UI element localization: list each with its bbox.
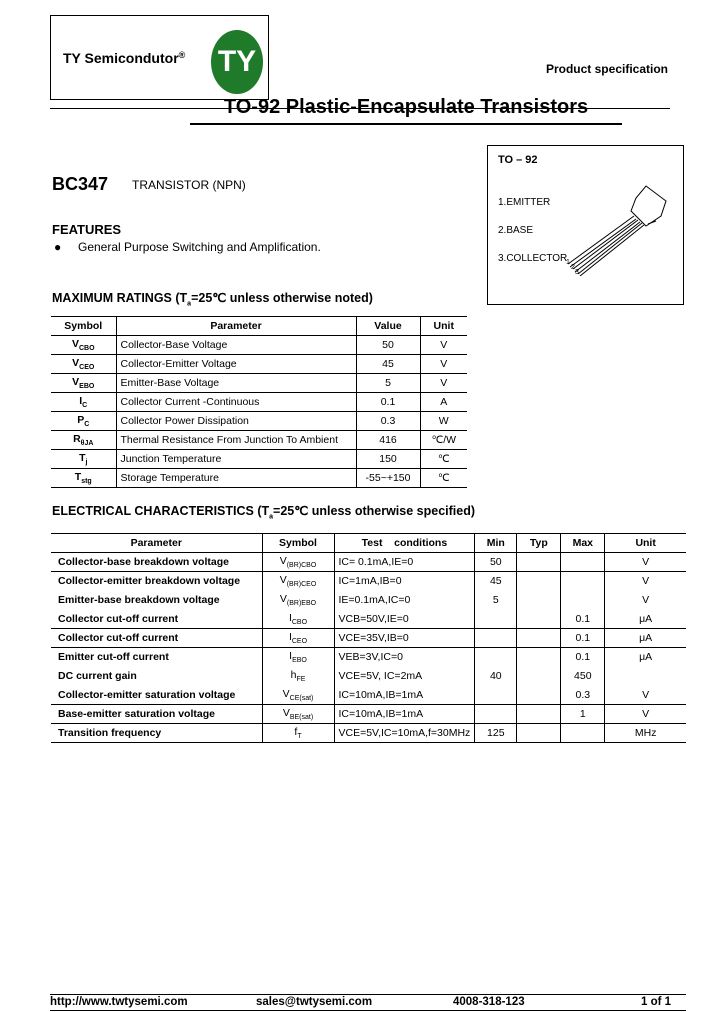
company-logo-box [50, 15, 269, 100]
max-cell: 0.1 [561, 629, 605, 648]
table-row [51, 610, 686, 629]
parameter-cell: Emitter-Base Voltage [116, 374, 356, 393]
parameter-cell: Emitter cut-off current [51, 648, 262, 667]
table-row [51, 724, 686, 743]
value-cell: 50 [356, 336, 420, 355]
pin-num-1: 1 [566, 259, 570, 266]
bullet-icon: ● [54, 240, 62, 254]
max-cell [561, 553, 605, 572]
unit-cell: ℃ [420, 450, 467, 469]
value-cell: 0.3 [356, 412, 420, 431]
typ-cell [517, 686, 561, 705]
unit-cell: V [642, 594, 650, 606]
symbol-cell: $R_{\theta JA}$ [51, 431, 116, 450]
unit-cell: μA [605, 629, 686, 648]
typ-cell [517, 553, 561, 572]
parameter-cell: Collector Current -Continuous [116, 393, 356, 412]
test-condition-cell: VCE=35V,IB=0 [334, 629, 475, 648]
typ-cell [517, 572, 561, 591]
electrical-heading: ELECTRICAL CHARACTERISTICS ($T_a=25℃$ unless otherwise specified) [52, 504, 476, 521]
min-cell: 45 [475, 572, 517, 591]
value-cell: 416 [356, 431, 420, 450]
max-cell [561, 572, 605, 591]
table-row [51, 374, 467, 393]
parameter-cell: Thermal Resistance From Junction To Ambient [116, 431, 356, 450]
col-symbol: Symbol [262, 534, 334, 553]
value-cell: -55~+150 [356, 469, 420, 488]
parameter-cell: Collector cut-off current [51, 629, 262, 648]
table-row [51, 686, 686, 705]
test-condition-cell: VCE=5V, IC=2mA [334, 667, 475, 686]
test-condition-cell: IC=10mA,IB=1mA [334, 686, 475, 705]
symbol-cell: $V_{(BR)CEO}$ [262, 572, 334, 591]
footer-url-link[interactable]: http://www.twtysemi.com [50, 996, 188, 1008]
parameter-cell: Collector-base breakdown voltage [51, 553, 262, 572]
footer-divider [50, 994, 686, 995]
min-cell [475, 686, 517, 705]
value-cell: 45 [356, 355, 420, 374]
symbol-cell: $T_j$ [51, 450, 116, 469]
test-condition-cell: IC= 0.1mA,IE=0 [334, 553, 475, 572]
symbol-cell: $P_C$ [51, 412, 116, 431]
test-condition-cell: VEB=3V,IC=0 [334, 648, 475, 667]
table-row [51, 553, 686, 572]
parameter-cell: Collector-Emitter Voltage [116, 355, 356, 374]
typ-cell [517, 610, 561, 629]
col-parameter: Parameter [116, 317, 356, 336]
value-cell: 150 [356, 450, 420, 469]
max-cell: 450 [561, 667, 605, 686]
unit-cell: MHz [605, 724, 686, 743]
footer-email-link[interactable]: sales@twtysemi.com [256, 996, 373, 1008]
symbol-cell: $f_T$ [262, 724, 334, 743]
footer-phone: 4008-318-123 [453, 996, 525, 1008]
parameter-cell: Emitter-base breakdown voltage [51, 591, 262, 610]
value-cell: 5 [356, 374, 420, 393]
test-condition-cell: IC=10mA,IB=1mA [334, 705, 475, 724]
test-condition-cell: VCB=50V,IE=0 [334, 610, 475, 629]
features-heading: FEATURES [52, 222, 122, 237]
unit-cell: V [420, 374, 467, 393]
table-row [51, 450, 467, 469]
pin-3-label: 3.COLLECTOR [498, 253, 568, 264]
typ-cell [517, 724, 561, 743]
parameter-cell: Junction Temperature [116, 450, 356, 469]
table-row [51, 572, 686, 591]
min-cell [475, 610, 517, 629]
test-condition-cell: IE=0.1mA,IC=0 [334, 591, 475, 610]
typ-cell [517, 648, 561, 667]
symbol-cell: $V_{EBO}$ [51, 374, 116, 393]
unit-cell: A [420, 393, 467, 412]
symbol-cell: $V_{BE(sat)}$ [262, 705, 334, 724]
min-cell: 40 [475, 667, 517, 686]
symbol-cell: $V_{CE(sat)}$ [262, 686, 334, 705]
col-test-conditions: Test conditions [334, 534, 475, 553]
parameter-cell: Collector cut-off current [51, 610, 262, 629]
max-cell: 0.3 [561, 686, 605, 705]
unit-cell: V [605, 572, 686, 591]
unit-cell: W [420, 412, 467, 431]
unit-cell: V [642, 556, 650, 568]
col-value: Value [356, 317, 420, 336]
unit-cell: V [420, 336, 467, 355]
col-unit: Unit [605, 534, 686, 553]
parameter-cell: Collector Power Dissipation [116, 412, 356, 431]
value-cell: 0.1 [356, 393, 420, 412]
table-row [51, 629, 686, 648]
typ-cell [517, 591, 561, 610]
min-cell [475, 648, 517, 667]
footer-page-number: 1 of 1 [641, 996, 672, 1008]
parameter-cell: Storage Temperature [116, 469, 356, 488]
parameter-cell: Collector-emitter breakdown voltage [51, 572, 262, 591]
typ-cell [517, 705, 561, 724]
symbol-cell: $I_{CBO}$ [262, 610, 334, 629]
max-cell: 0.1 [561, 610, 605, 629]
col-max: Max [561, 534, 605, 553]
table-row [51, 648, 686, 667]
symbol-cell: $I_{CEO}$ [262, 629, 334, 648]
product-specification-label: Product specification [545, 62, 668, 76]
unit-cell: V [420, 355, 467, 374]
symbol-cell: $I_C$ [51, 393, 116, 412]
table-row [51, 705, 686, 724]
min-cell: 5 [475, 591, 517, 610]
max-ratings-table [51, 316, 467, 488]
col-parameter: Parameter [51, 534, 262, 553]
electrical-table [51, 533, 686, 743]
part-type: TRANSISTOR (NPN) [132, 178, 246, 192]
parameter-cell: Collector-Base Voltage [116, 336, 356, 355]
table-row [51, 412, 467, 431]
parameter-cell: DC current gain [51, 667, 262, 686]
feature-item: General Purpose Switching and Amplification. [78, 240, 321, 254]
pin-num-2: 2 [571, 264, 575, 271]
table-row [51, 469, 467, 488]
table-row [51, 393, 467, 412]
company-name: TY Semicondutor® [63, 50, 186, 66]
col-min: Min [475, 534, 517, 553]
to92-package-icon [566, 176, 676, 276]
ty-logo-icon: TY [211, 30, 263, 94]
max-cell: 0.1 [561, 648, 605, 667]
table-row [51, 336, 467, 355]
pin-1-label: 1.EMITTER [498, 197, 551, 208]
unit-cell [605, 667, 686, 686]
symbol-cell: $T_{stg}$ [51, 469, 116, 488]
pin-2-label: 2.BASE [498, 225, 534, 236]
min-cell: 125 [475, 724, 517, 743]
min-cell [475, 705, 517, 724]
unit-cell: ℃ [420, 469, 467, 488]
pin-num-3: 3 [575, 269, 579, 276]
symbol-cell: $h_{FE}$ [262, 667, 334, 686]
parameter-cell: Base-emitter saturation voltage [51, 705, 262, 724]
max-cell [561, 591, 605, 610]
table-row [51, 667, 686, 686]
unit-cell: μA [605, 648, 686, 667]
document-title: TO-92 Plastic-Encapsulate Transistors [190, 94, 622, 125]
package-name: TO – 92 [498, 154, 538, 166]
typ-cell [517, 667, 561, 686]
parameter-cell: Collector-emitter saturation voltage [51, 686, 262, 705]
col-typ: Typ [517, 534, 561, 553]
min-cell [475, 629, 517, 648]
max-cell: 1 [561, 705, 605, 724]
typ-cell [517, 629, 561, 648]
col-symbol: Symbol [51, 317, 116, 336]
table-row [51, 591, 686, 610]
symbol-cell: $V_{CBO}$ [51, 336, 116, 355]
symbol-cell: $V_{(BR)CBO}$ [262, 553, 334, 572]
max-cell [561, 724, 605, 743]
max-ratings-heading: MAXIMUM RATINGS ($T_a=25℃$ unless otherwise noted) [52, 291, 373, 308]
package-box [487, 145, 684, 305]
symbol-cell: $I_{EBO}$ [262, 648, 334, 667]
symbol-cell: $V_{CEO}$ [51, 355, 116, 374]
unit-cell: μA [639, 612, 653, 625]
test-condition-cell: IC=1mA,IB=0 [334, 572, 475, 591]
min-cell: 50 [475, 553, 517, 572]
part-number: BC347 [52, 174, 109, 194]
col-unit: Unit [420, 317, 467, 336]
symbol-cell: $V_{(BR)EBO}$ [262, 591, 334, 610]
parameter-cell: Transition frequency [51, 724, 262, 743]
test-condition-cell: VCE=5V,IC=10mA,f=30MHz [334, 724, 475, 743]
unit-cell: V [605, 705, 686, 724]
table-row [51, 431, 467, 450]
unit-cell: ℃/W [420, 431, 467, 450]
table-row [51, 355, 467, 374]
unit-cell: V [642, 688, 650, 701]
footer [50, 1010, 686, 1011]
